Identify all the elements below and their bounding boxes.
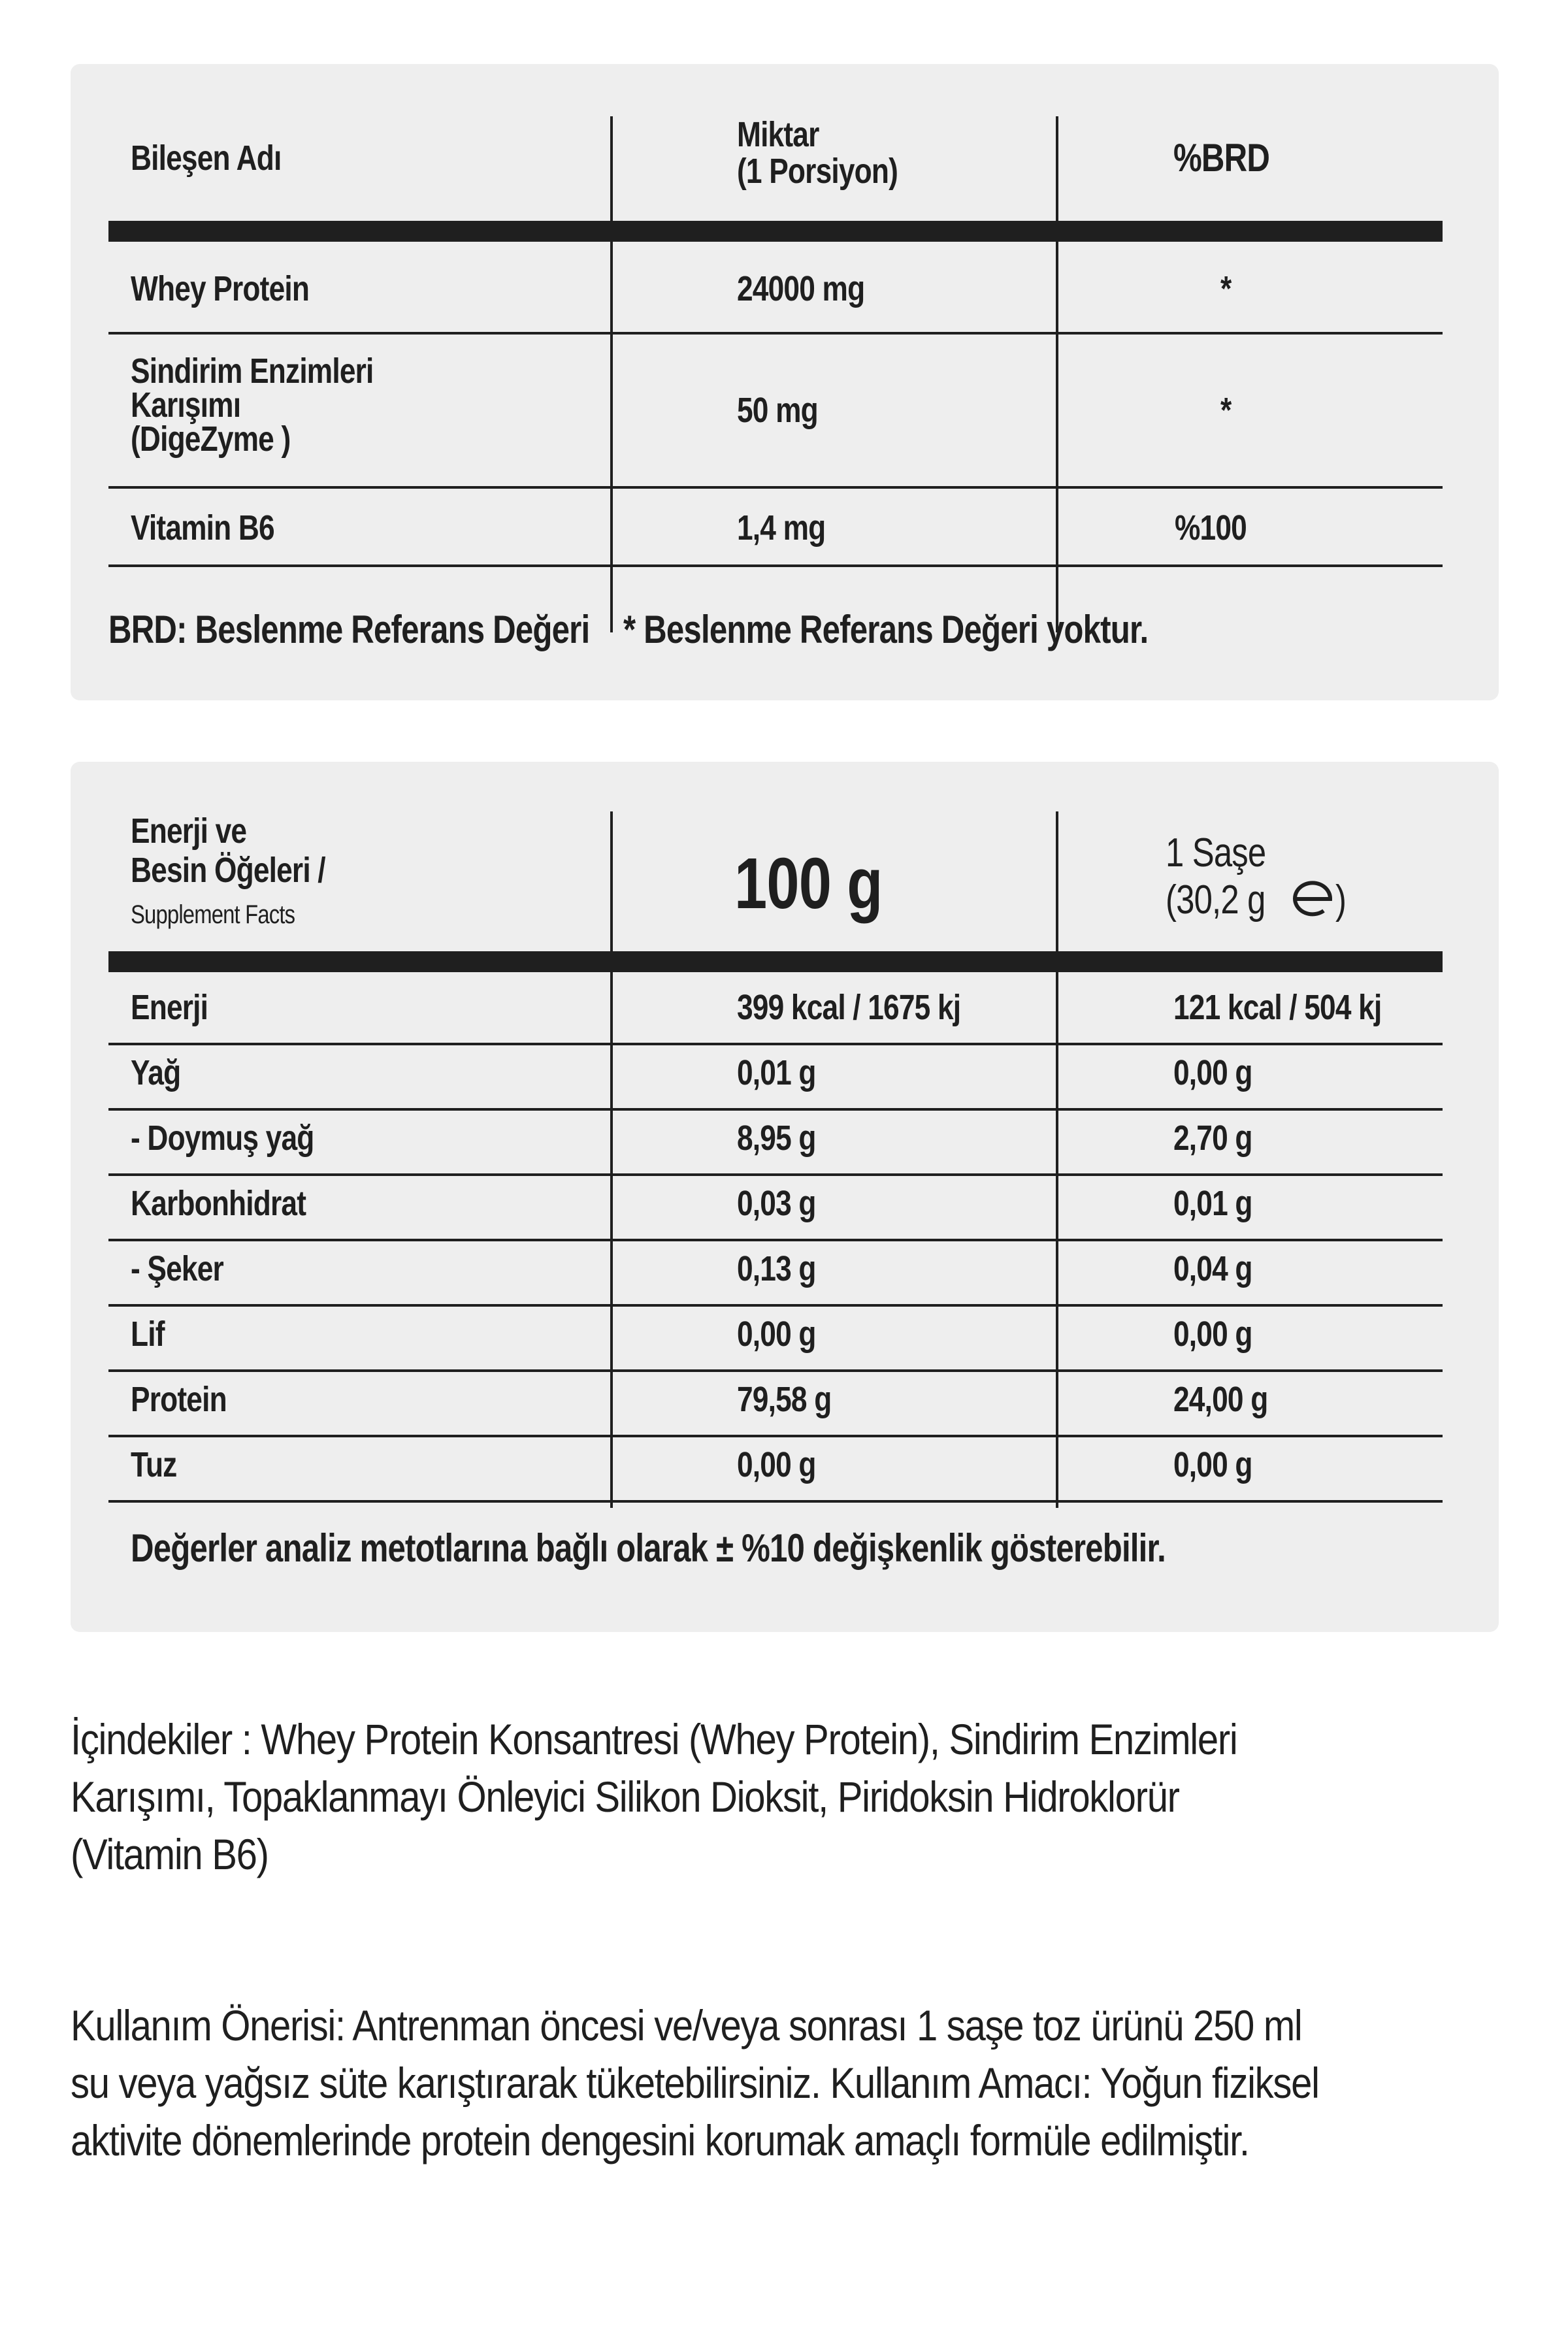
nutrient-name: Karbonhidrat — [131, 1184, 306, 1223]
header-supplement-facts: Supplement Facts — [131, 900, 295, 929]
nutrient-name: Yağ — [131, 1053, 181, 1092]
variance-footnote: Değerler analiz metotlarına bağlı olarak ± %10 değişkenlik gösterebilir. — [131, 1526, 1166, 1570]
column-divider — [1056, 116, 1058, 632]
nutrient-per-100g: 0,00 g — [737, 1315, 816, 1354]
row-name: Vitamin B6 — [131, 508, 274, 547]
header-per-100g: 100 g — [734, 843, 883, 924]
row-divider — [108, 1369, 1443, 1372]
nutrient-per-serving: 2,70 g — [1173, 1119, 1252, 1158]
header-rule — [108, 951, 1443, 972]
column-divider — [610, 116, 613, 632]
nutrient-name: - Şeker — [131, 1249, 223, 1288]
column-divider — [1056, 811, 1058, 1508]
ingredients-line: Karışımı, Topaklanmayı Önleyici Silikon Dioksit, Piridoksin Hidroklorür — [71, 1772, 1179, 1821]
row-divider — [108, 1500, 1443, 1503]
nutrient-per-100g: 0,03 g — [737, 1184, 816, 1223]
ingredients-line: İçindekiler : Whey Protein Konsantresi (Whey Protein), Sindirim Enzimleri — [71, 1715, 1237, 1763]
row-amount: 24000 mg — [737, 269, 865, 308]
footnote-no-reference: * Beslenme Referans Değeri yoktur. — [623, 608, 1149, 651]
footnote-brd-definition: BRD: Beslenme Referans Değeri — [108, 608, 590, 651]
nutrient-per-serving: 0,00 g — [1173, 1053, 1252, 1092]
row-amount: 1,4 mg — [737, 508, 826, 547]
row-brd: * — [1220, 269, 1232, 308]
nutrient-name: Protein — [131, 1380, 227, 1419]
row-divider — [108, 1173, 1443, 1176]
row-brd: %100 — [1175, 508, 1247, 547]
row-divider — [108, 564, 1443, 567]
row-divider — [108, 332, 1443, 335]
header-component-name: Bileşen Adı — [131, 139, 282, 178]
nutrient-name: Lif — [131, 1315, 165, 1354]
nutrient-per-100g: 79,58 g — [737, 1380, 832, 1419]
ingredients-line: (Vitamin B6) — [71, 1830, 269, 1878]
row-brd: * — [1220, 391, 1232, 430]
nutrient-per-100g: 0,13 g — [737, 1249, 816, 1288]
row-name: Whey Protein — [131, 269, 310, 308]
header-amount: Miktar (1 Porsiyon) — [737, 115, 898, 191]
usage-paragraph — [71, 1997, 1495, 2169]
row-divider — [108, 1043, 1443, 1045]
nutrient-per-serving: 0,00 g — [1173, 1315, 1252, 1354]
nutrient-per-serving: 0,00 g — [1173, 1445, 1252, 1484]
header-nutrients: Enerji ve Besin Öğeleri / — [131, 811, 325, 890]
nutrient-per-100g: 399 kcal / 1675 kj — [737, 988, 961, 1027]
nutrition-facts-panel — [71, 762, 1499, 1632]
row-divider — [108, 486, 1443, 489]
row-divider — [108, 1304, 1443, 1307]
usage-line: aktivite dönemlerinde protein dengesini korumak amaçlı formüle edilmiştir. — [71, 2116, 1249, 2164]
header-rule — [108, 221, 1443, 242]
row-divider — [108, 1239, 1443, 1241]
usage-line: su veya yağsız süte karıştırarak tüketebilirsiniz. Kullanım Amacı: Yoğun fiziksel — [71, 2059, 1319, 2107]
ingredients-paragraph — [71, 1710, 1495, 1883]
nutrient-per-100g: 0,00 g — [737, 1445, 816, 1484]
row-divider — [108, 1435, 1443, 1437]
row-name: Sindirim Enzimleri Karışımı (DigeZyme ) — [131, 351, 374, 459]
header-per-serving: 1 Saşe (30,2 g ) — [1166, 830, 1347, 923]
usage-line: Kullanım Önerisi: Antrenman öncesi ve/veya sonrası 1 saşe toz ürünü 250 ml — [71, 2001, 1302, 2050]
estimated-sign-icon — [1292, 881, 1335, 917]
nutrient-name: Tuz — [131, 1445, 177, 1484]
header-brd: %BRD — [1173, 136, 1270, 180]
row-divider — [108, 1108, 1443, 1111]
nutrient-per-serving: 121 kcal / 504 kj — [1173, 988, 1382, 1027]
nutrient-name: Enerji — [131, 988, 208, 1027]
row-amount: 50 mg — [737, 391, 818, 430]
nutrient-name: - Doymuş yağ — [131, 1119, 314, 1158]
column-divider — [610, 811, 613, 1508]
ingredient-table-panel — [71, 64, 1499, 700]
nutrient-per-serving: 0,01 g — [1173, 1184, 1252, 1223]
nutrient-per-serving: 24,00 g — [1173, 1380, 1268, 1419]
nutrient-per-100g: 8,95 g — [737, 1119, 816, 1158]
nutrient-per-serving: 0,04 g — [1173, 1249, 1252, 1288]
nutrient-per-100g: 0,01 g — [737, 1053, 816, 1092]
